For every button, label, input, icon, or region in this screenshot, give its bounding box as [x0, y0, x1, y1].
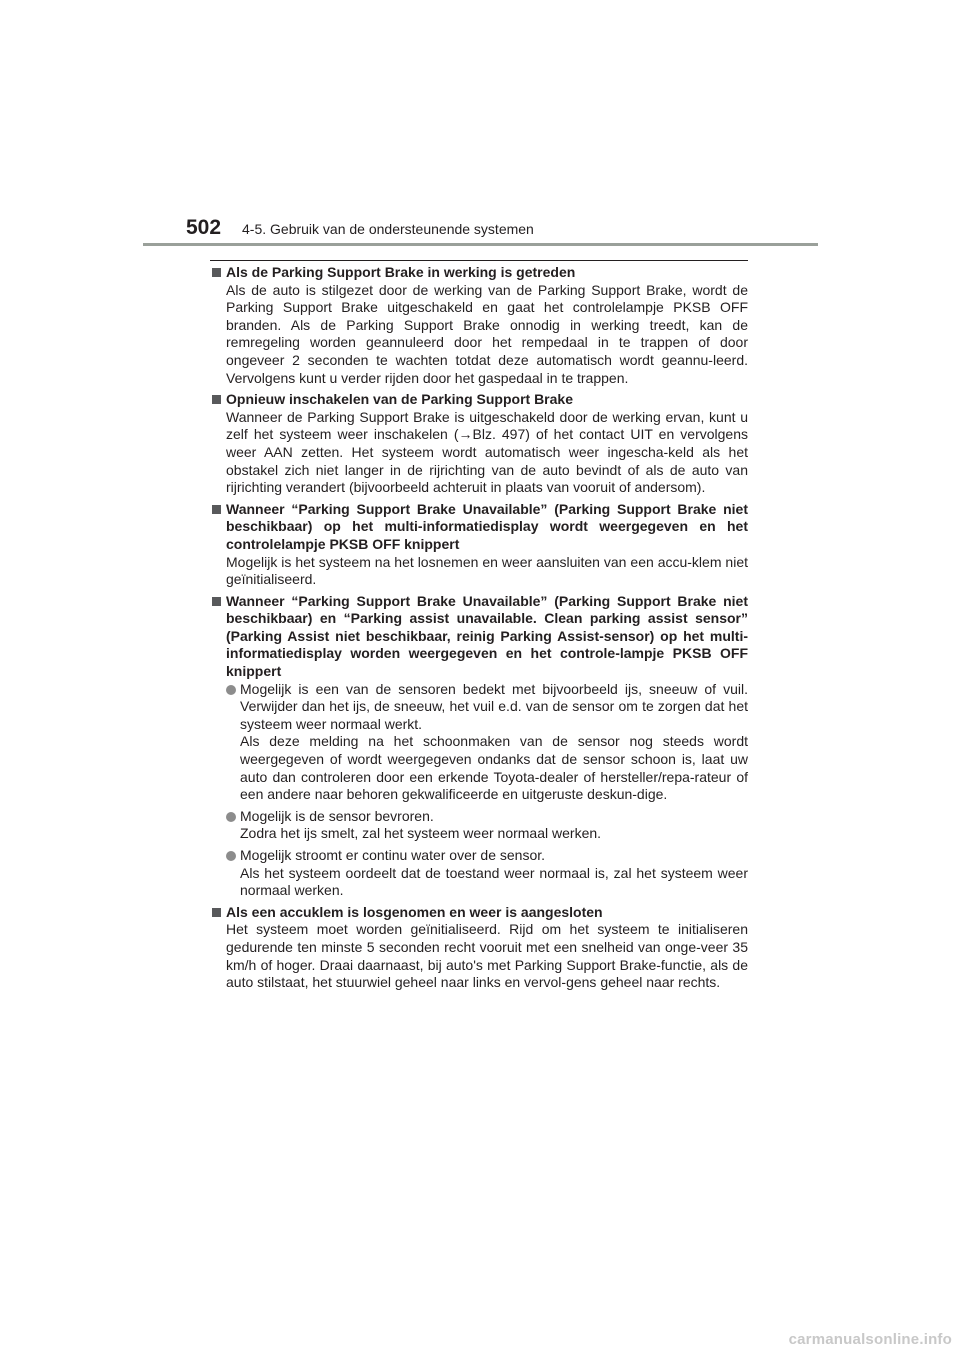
section-paragraph: Als de auto is stilgezet door de werking van de Parking Support Brake, wordt de Parking Support Brake uitgeschakeld en gaat het controlelampje PKSB OFF branden. Als de Parking Support Brake onnodig in werking treedt, kan de remregeling worden geannuleerd door het rempedaal in te trappen of door ongeveer 2 seconden te wachten totdat deze automatisch wordt geannu-leerd. Vervolgens kunt u verder rijden door het gaspedaal in te trappen.: [226, 281, 748, 386]
section-parking-support-brake-active: [210, 264, 748, 387]
section-paragraph: Wanneer de Parking Support Brake is uitgeschakeld door de werking ervan, kunt u zelf het systeem weer inschakelen (→Blz. 497) of het contact UIT en vervolgens weer AAN zetten. Het systeem wordt automatisch weer ingescha-keld als het obstakel zich niet langer in de rijrichting van de auto bevindt of als de auto van rijrichting verandert (bijvoorbeeld achteruit in plaats van vooruit of andersom).: [226, 408, 748, 496]
list-item: [226, 681, 748, 804]
content-top-divider: [210, 260, 748, 261]
list-item-text: Mogelijk is de sensor bevroren.: [240, 807, 434, 824]
watermark-link[interactable]: carmanualsonline.info: [788, 1331, 952, 1348]
list-item-text: Mogelijk is een van de sensoren bedekt met bijvoorbeeld ijs, sneeuw of vuil. Verwijder dan het ijs, de sneeuw, het vuil e.d. van de sensor om te zorgen dat het systeem weer normaal werkt.: [240, 680, 748, 732]
section-heading: Als een accuklem is losgenomen en weer is aangesloten: [226, 903, 603, 920]
list-item-text: Als deze melding na het schoonmaken van de sensor nog steeds wordt weergegeven of wordt weergegeven ondanks dat de sensor schoon is, laat uw auto dan controleren door een erkende Toyota-dealer of hersteller/repa-rateur of een andere naar behoren gekwalificeerde en uitgeruste deskun-dige.: [240, 733, 748, 803]
list-item: [226, 847, 748, 900]
list-item: [226, 808, 748, 843]
list-item-text: Mogelijk stroomt er continu water over de sensor.: [240, 847, 546, 863]
page-number: 502: [186, 216, 222, 239]
list-item-text: Zodra het ijs smelt, zal het systeem weer normaal werken.: [240, 825, 602, 842]
section-battery-terminal: [210, 904, 748, 992]
section-clean-sensor-message: [210, 593, 748, 900]
section-reactivate-parking-support-brake: [210, 391, 748, 497]
page-header: [0, 0, 960, 250]
square-bullet-icon: [212, 395, 221, 404]
square-bullet-icon: [212, 505, 221, 514]
round-bullet-icon: [226, 851, 236, 861]
section-heading: Wanneer “Parking Support Brake Unavailable” (Parking Support Brake niet beschikbaar) en “Parking assist unavailable. Clean parking assist sensor” (Parking Assist niet beschikbaar, reinig Parking Assist-sensor) op het multi-informatiedisplay worden weergegeven en het controle-lampje PKSB OFF knippert: [226, 592, 748, 680]
square-bullet-icon: [212, 268, 221, 277]
round-bullet-icon: [226, 685, 236, 695]
list-item-text: Als het systeem oordeelt dat de toestand weer normaal is, zal het systeem weer normaal werken.: [240, 864, 748, 899]
section-heading: Als de Parking Support Brake in werking is getreden: [226, 264, 576, 280]
square-bullet-icon: [212, 597, 221, 606]
header-divider: [143, 243, 818, 246]
section-unavailable-message: [210, 501, 748, 589]
section-paragraph: Mogelijk is het systeem na het losnemen en weer aansluiten van een accu-klem niet geïnitialiseerd.: [226, 553, 748, 588]
section-heading: Wanneer “Parking Support Brake Unavailable” (Parking Support Brake niet beschikbaar) op het multi-informatiedisplay wordt weergegeven en het controlelampje PKSB OFF knippert: [226, 500, 748, 552]
square-bullet-icon: [212, 908, 221, 917]
section-paragraph: Het systeem moet worden geïnitialiseerd. Rijd om het systeem te initialiseren gedurende ten minste 5 seconden recht vooruit met een snelheid van onge-veer 35 km/h of hoger. Draai daarnaast, bij auto's met Parking Support Brake-functie, als de auto stilstaat, het stuurwiel geheel naar links en vervol-gens geheel naar rechts.: [226, 921, 748, 991]
document-body: [210, 264, 748, 996]
section-heading: Opnieuw inschakelen van de Parking Support Brake: [226, 391, 573, 408]
round-bullet-icon: [226, 812, 236, 822]
chapter-title: 4-5. Gebruik van de ondersteunende systemen: [242, 221, 534, 237]
